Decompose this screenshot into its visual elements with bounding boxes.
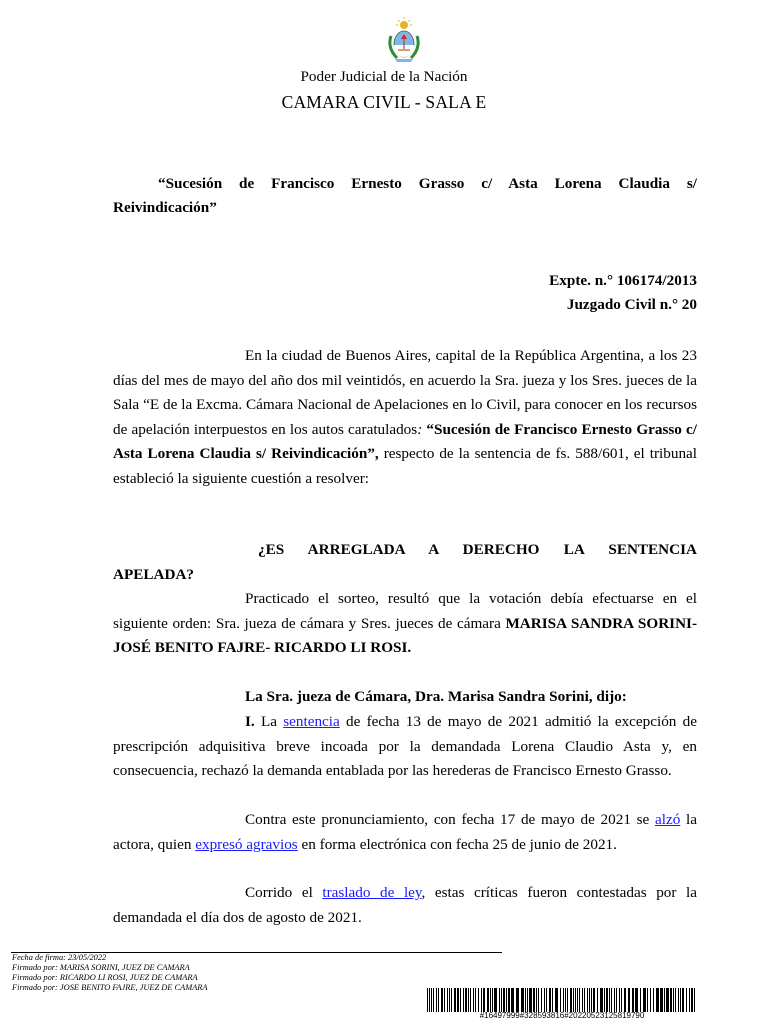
paragraph-appeal: Contra este pronunciamiento, con fecha 17 de mayo de 2021 se alzó la actora, quien expresó agravios en forma electrónica con fecha 25 de junio de 2021. (113, 811, 697, 853)
institution-name: Poder Judicial de la Nación (300, 68, 468, 85)
question-line-2: APELADA? (113, 566, 195, 583)
footer-signer-2: Firmado por: RICARDO LI ROSI, JUEZ DE CAMARA (12, 973, 198, 982)
coat-of-arms-icon (383, 16, 425, 64)
traslado-de-ley-link[interactable]: traslado de ley (322, 884, 422, 901)
paragraph-voting-order: Practicado el sorteo, resultó que la votación debía efectuarse en el siguiente orden: Sra. jueza de cámara y Sres. jueces de cámara MARISA SANDRA SORINI- JOSÉ BENITO FAJRE- RICARDO LI ROSI. (113, 590, 698, 656)
expreso-agravios-link[interactable]: expresó agravios (195, 835, 298, 853)
vote-heading: La Sra. jueza de Cámara, Dra. Marisa Sandra Sorini, dijo: (245, 688, 627, 705)
question-line-1: ¿ES ARREGLADA A DERECHO LA SENTENCIA (258, 541, 697, 558)
expte-number: Expte. n.° 106174/2013 (549, 272, 697, 289)
chamber-name: CAMARA CIVIL - SALA E (281, 92, 487, 112)
case-title-line-1: “Sucesión de Francisco Ernesto Grasso c/ Asta Lorena Claudia s/ (158, 175, 697, 192)
barcode-icon (427, 988, 697, 1012)
footer-signature-date: Fecha de firma: 23/05/2022 (12, 953, 107, 962)
case-title-line-2: Reivindicación” (113, 199, 217, 216)
alzo-link[interactable]: alzó (655, 811, 681, 828)
juzgado-number: Juzgado Civil n.° 20 (566, 296, 697, 313)
paragraph-intro: En la ciudad de Buenos Aires, capital de la República Argentina, a los 23 días del mes de mayo del año dos mil veintidós, en acuerdo la Sra. jueza y los Sres. jueces de la Sala “E de la Excma. Cámara Nacional de Apelaciones en lo Civil, para conocer en los recursos de apelación interpuestos en los autos caratulados: “Sucesión de Francisco Ernesto Grasso c/ Asta Lorena Claudia s/ Reivindicación”, respecto de la sentencia de fs. 588/601, el tribunal estableció la siguiente cuestión a resolver: (113, 347, 698, 487)
paragraph-traslado: Corrido el traslado de ley, estas críticas fueron contestadas por la demandada el día dos de agosto de 2021. (113, 884, 697, 926)
sentencia-link[interactable]: sentencia (283, 713, 340, 730)
footer-signer-1: Firmado por: MARISA SORINI, JUEZ DE CAMARA (12, 963, 190, 972)
barcode-number: #16497999#328593816#20220523125819790 (479, 1011, 645, 1020)
footer-signer-3: Firmado por: JOSE BENITO FAJRE, JUEZ DE CAMARA (12, 983, 208, 992)
paragraph-sentencia: I. La sentencia de fecha 13 de mayo de 2021 admitió la excepción de prescripción adquisitiva breve incoada por la demandada Lorena Claudio Asta y, en consecuencia, rechazó la demanda entablada por las herederas de Francisco Ernesto Grasso. (113, 713, 697, 779)
